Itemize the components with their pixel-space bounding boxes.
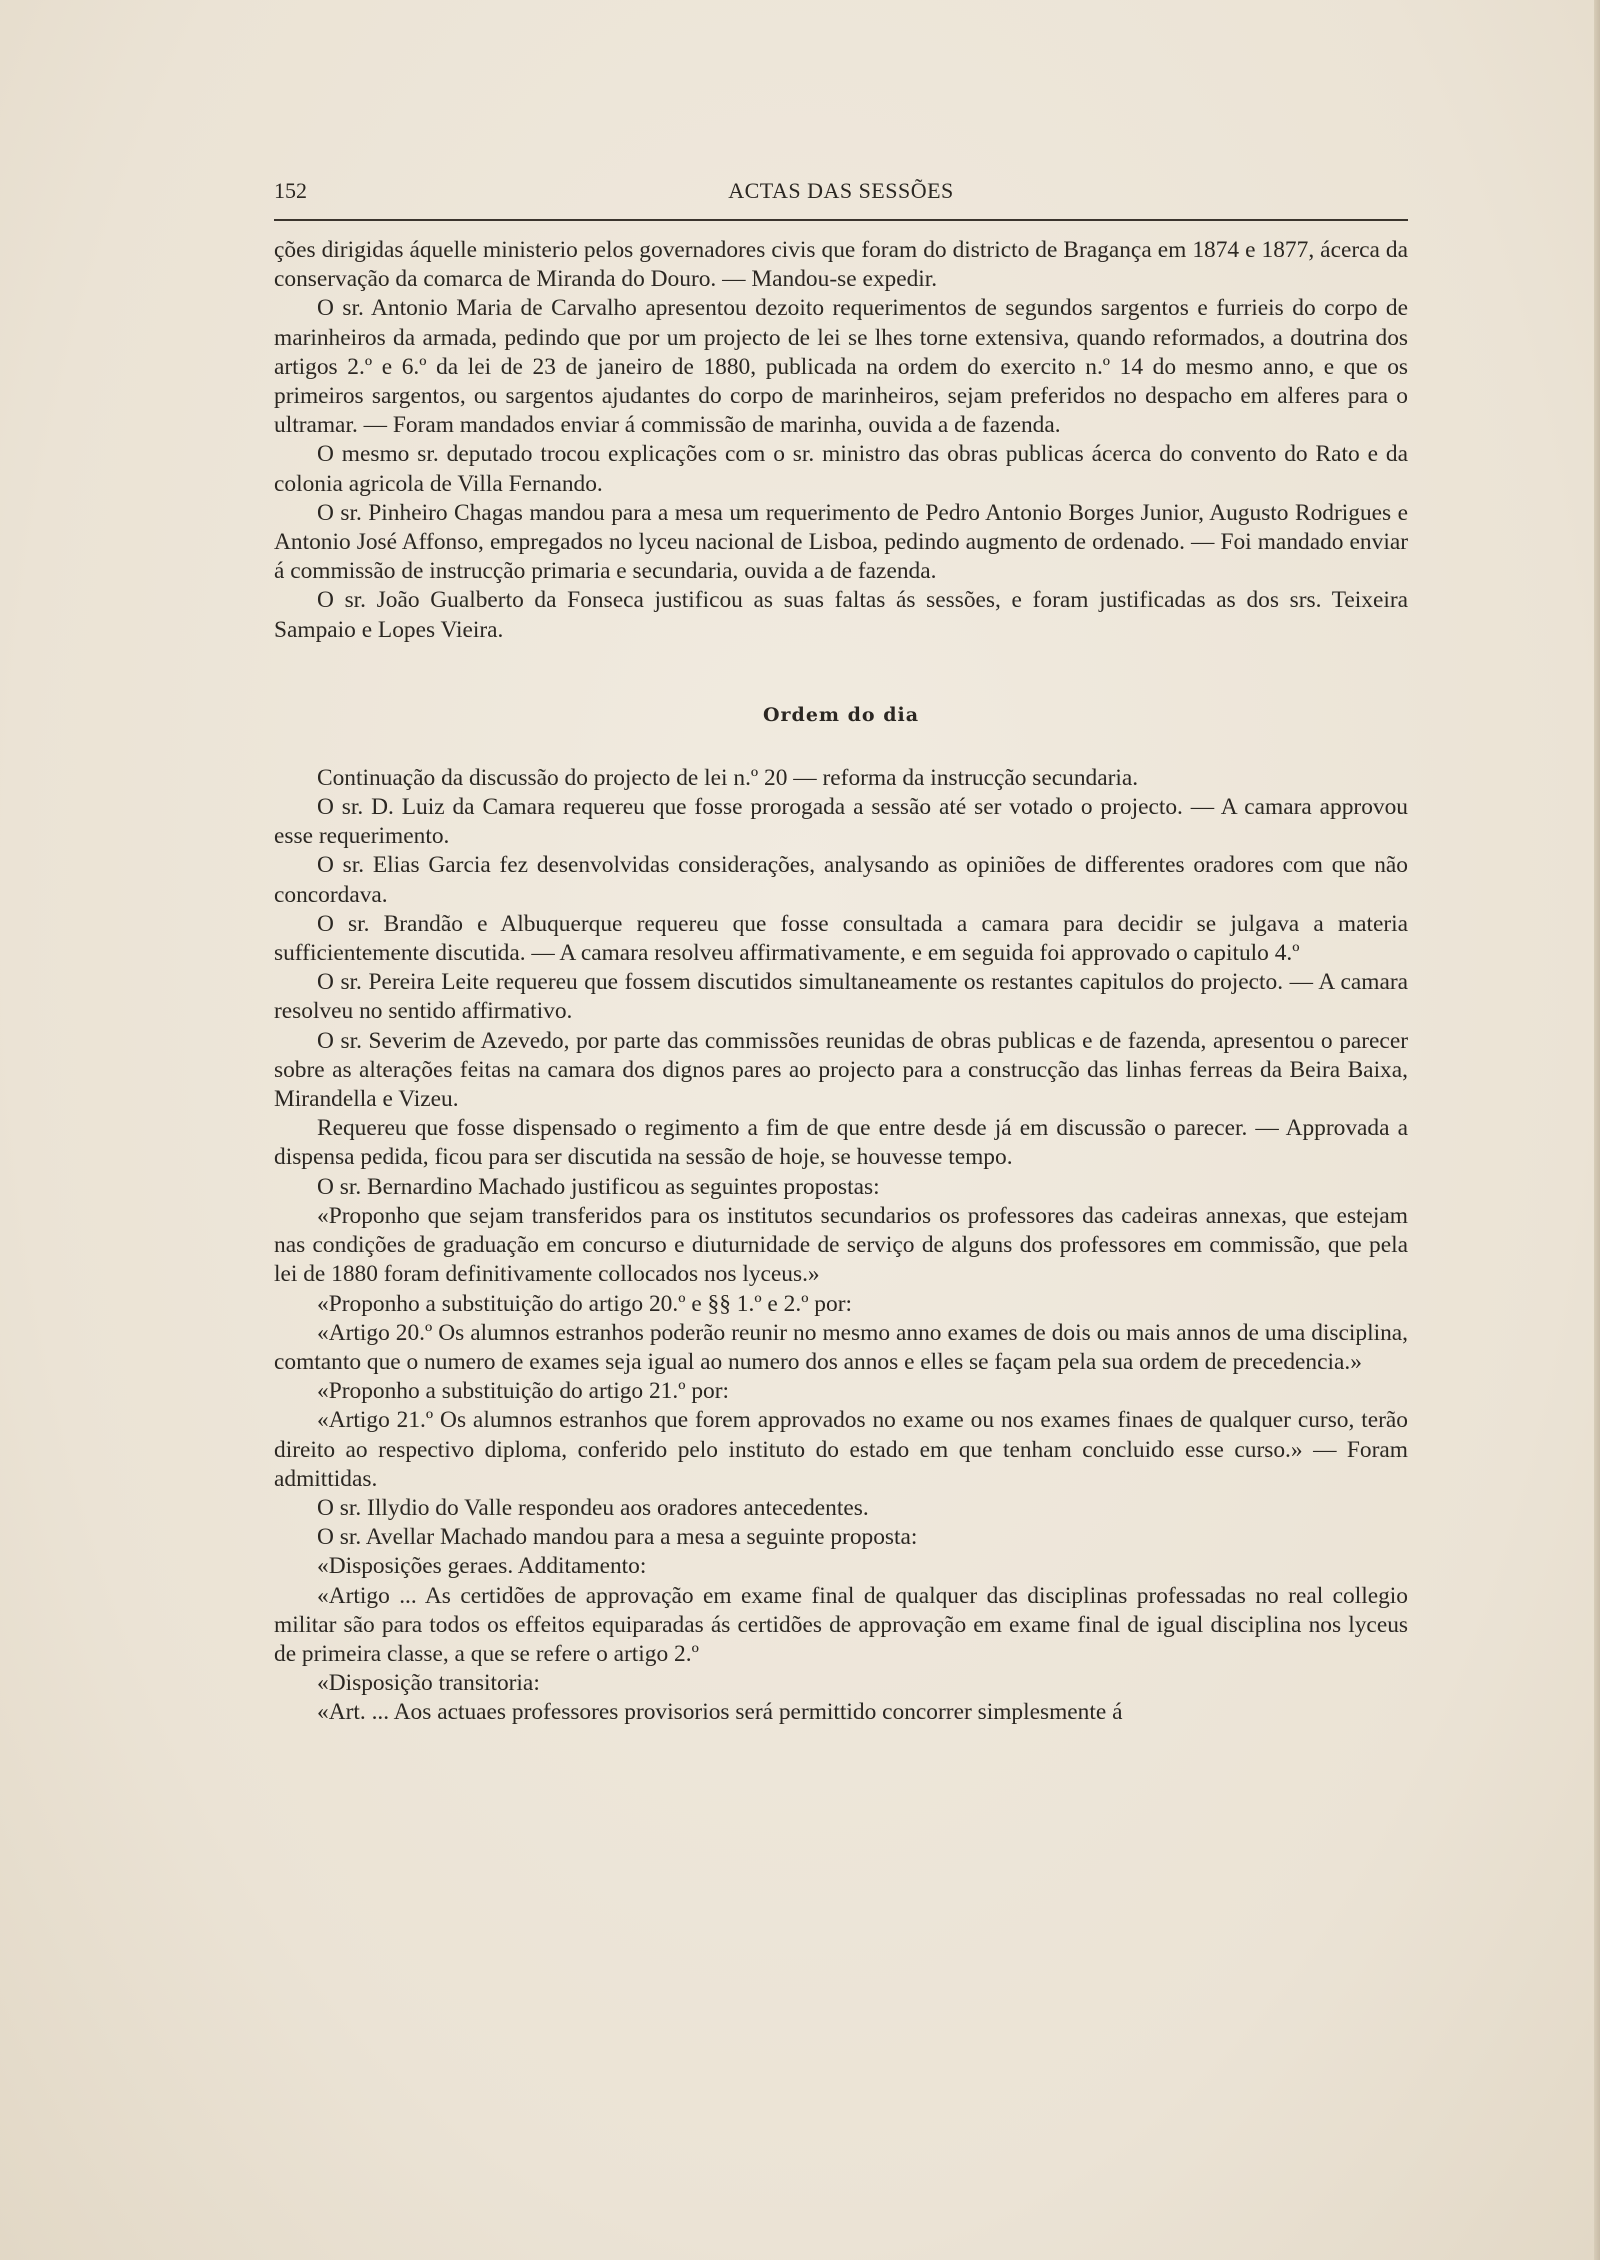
paragraph: O sr. Elias Garcia fez desenvolvidas considerações, analysando as opiniões de differentes oradores com que não concordava. xyxy=(274,852,1408,908)
page-number: 152 xyxy=(274,178,307,203)
paragraph: O sr. João Gualberto da Fonseca justificou as suas faltas ás sessões, e foram justificadas as dos srs. Teixeira Sampaio e Lopes Vieira. xyxy=(274,587,1408,643)
paragraph: O sr. Illydio do Valle respondeu aos oradores antecedentes. xyxy=(317,1494,869,1521)
quoted-paragraph: «Disposição transitoria: xyxy=(317,1670,540,1697)
section-heading: Ordem do dia xyxy=(762,703,920,726)
paragraph: O sr. Pinheiro Chagas mandou para a mesa um requerimento de Pedro Antonio Borges Junior, Augusto Rodrigues e Antonio José Affonso, empregados no lyceu nacional de Lisboa, pedindo augmento de ordenado. — Foi mandado enviar á commissão de instrucção primaria e secundaria, ouvida a de fazenda. xyxy=(274,499,1408,585)
quoted-paragraph: «Disposições geraes. Additamento: xyxy=(317,1553,647,1580)
paragraph: O sr. Bernardino Machado justificou as seguintes propostas: xyxy=(317,1173,880,1200)
paragraph: Requereu que fosse dispensado o regimento a fim de que entre desde já em discussão o parecer. — Approvada a dispensa pedida, ficou para ser discutida na sessão de hoje, se houvesse tempo. xyxy=(274,1115,1408,1171)
quoted-paragraph: «Artigo ... As certidões de approvação em exame final de qualquer das disciplinas professadas no real collegio militar são para todos os effeitos equiparadas ás certidões de approvação em exame final de igual disciplina nos lyceus de primeira classe, a que se refere o artigo 2.º xyxy=(274,1582,1408,1667)
paragraph: O sr. Pereira Leite requereu que fossem discutidos simultaneamente os restantes capitulos do projecto. — A camara resolveu no sentido affirmativo. xyxy=(274,969,1408,1025)
paragraph: ções dirigidas áquelle ministerio pelos governadores civis que foram do districto de Bragança em 1874 e 1877, ácerca da conservação da comarca de Miranda do Douro. — Mandou-se expedir. xyxy=(274,237,1408,293)
paragraph: O mesmo sr. deputado trocou explicações com o sr. ministro das obras publicas ácerca do convento do Rato e da colonia agricola de Villa Fernando. xyxy=(274,441,1408,497)
paragraph: O sr. Avellar Machado mandou para a mesa a seguinte proposta: xyxy=(317,1524,918,1551)
header-rule xyxy=(274,219,1408,221)
running-title: ACTAS DAS SESSÕES xyxy=(728,178,954,203)
quoted-paragraph: «Art. ... Aos actuaes professores provisorios será permittido concorrer simplesmente á xyxy=(317,1699,1123,1726)
quoted-paragraph: «Artigo 20.º Os alumnos estranhos poderão reunir no mesmo anno exames de dois ou mais annos de uma disciplina, comtanto que o numero de exames seja igual ao numero dos annos e elles se façam pela sua ordem de precedencia.» xyxy=(274,1319,1408,1375)
quoted-paragraph: «Artigo 21.º Os alumnos estranhos que forem approvados no exame ou nos exames finaes de qualquer curso, terão direito ao respectivo diploma, conferido pelo instituto do estado em que tenham concluido esse curso.» — Foram admittidas. xyxy=(274,1407,1408,1492)
page-edge xyxy=(1594,0,1600,2260)
quoted-paragraph: «Proponho a substituição do artigo 21.º por: xyxy=(317,1378,729,1405)
quoted-paragraph: «Proponho a substituição do artigo 20.º e §§ 1.º e 2.º por: xyxy=(317,1290,852,1317)
paragraph: O sr. Antonio Maria de Carvalho apresentou dezoito requerimentos de segundos sargentos e furrieis do corpo de marinheiros da armada, pedindo que por um projecto de lei se lhes torne extensiva, quando reformados, a doutrina dos artigos 2.º e 6.º da lei de 23 de janeiro de 1880, publicada na ordem do exercito n.º 14 do mesmo anno, e que os primeiros sargentos, ou sargentos ajudantes do corpo de marinheiros, sejam preferidos no despacho em alferes para o ultramar. — Foram mandados enviar á commissão de marinha, ouvida a de fazenda. xyxy=(274,295,1408,439)
page-header xyxy=(274,172,1408,212)
paragraph: Continuação da discussão do projecto de lei n.º 20 — reforma da instrucção secundaria. xyxy=(317,764,1139,791)
paragraph: O sr. D. Luiz da Camara requereu que fosse prorogada a sessão até ser votado o projecto. — A camara approvou esse requerimento. xyxy=(274,794,1408,850)
paragraph: O sr. Severim de Azevedo, por parte das commissões reunidas de obras publicas e de fazenda, apresentou o parecer sobre as alterações feitas na camara dos dignos pares ao projecto para a construcção das linhas ferreas da Beira Baixa, Mirandella e Vizeu. xyxy=(274,1027,1408,1113)
body-text xyxy=(274,236,1408,1728)
quoted-paragraph: «Proponho que sejam transferidos para os institutos secundarios os professores das cadeiras annexas, que estejam nas condições de graduação em concurso e diuturnidade de serviço de alguns dos professores em commissão, que pela lei de 1880 foram definitivamente collocados nos lyceus.» xyxy=(274,1202,1408,1288)
paragraph: O sr. Brandão e Albuquerque requereu que fosse consultada a camara para decidir se julgava a materia sufficientemente discutida. — A camara resolveu affirmativamente, e em seguida foi approvado o capitulo 4.º xyxy=(274,910,1408,967)
